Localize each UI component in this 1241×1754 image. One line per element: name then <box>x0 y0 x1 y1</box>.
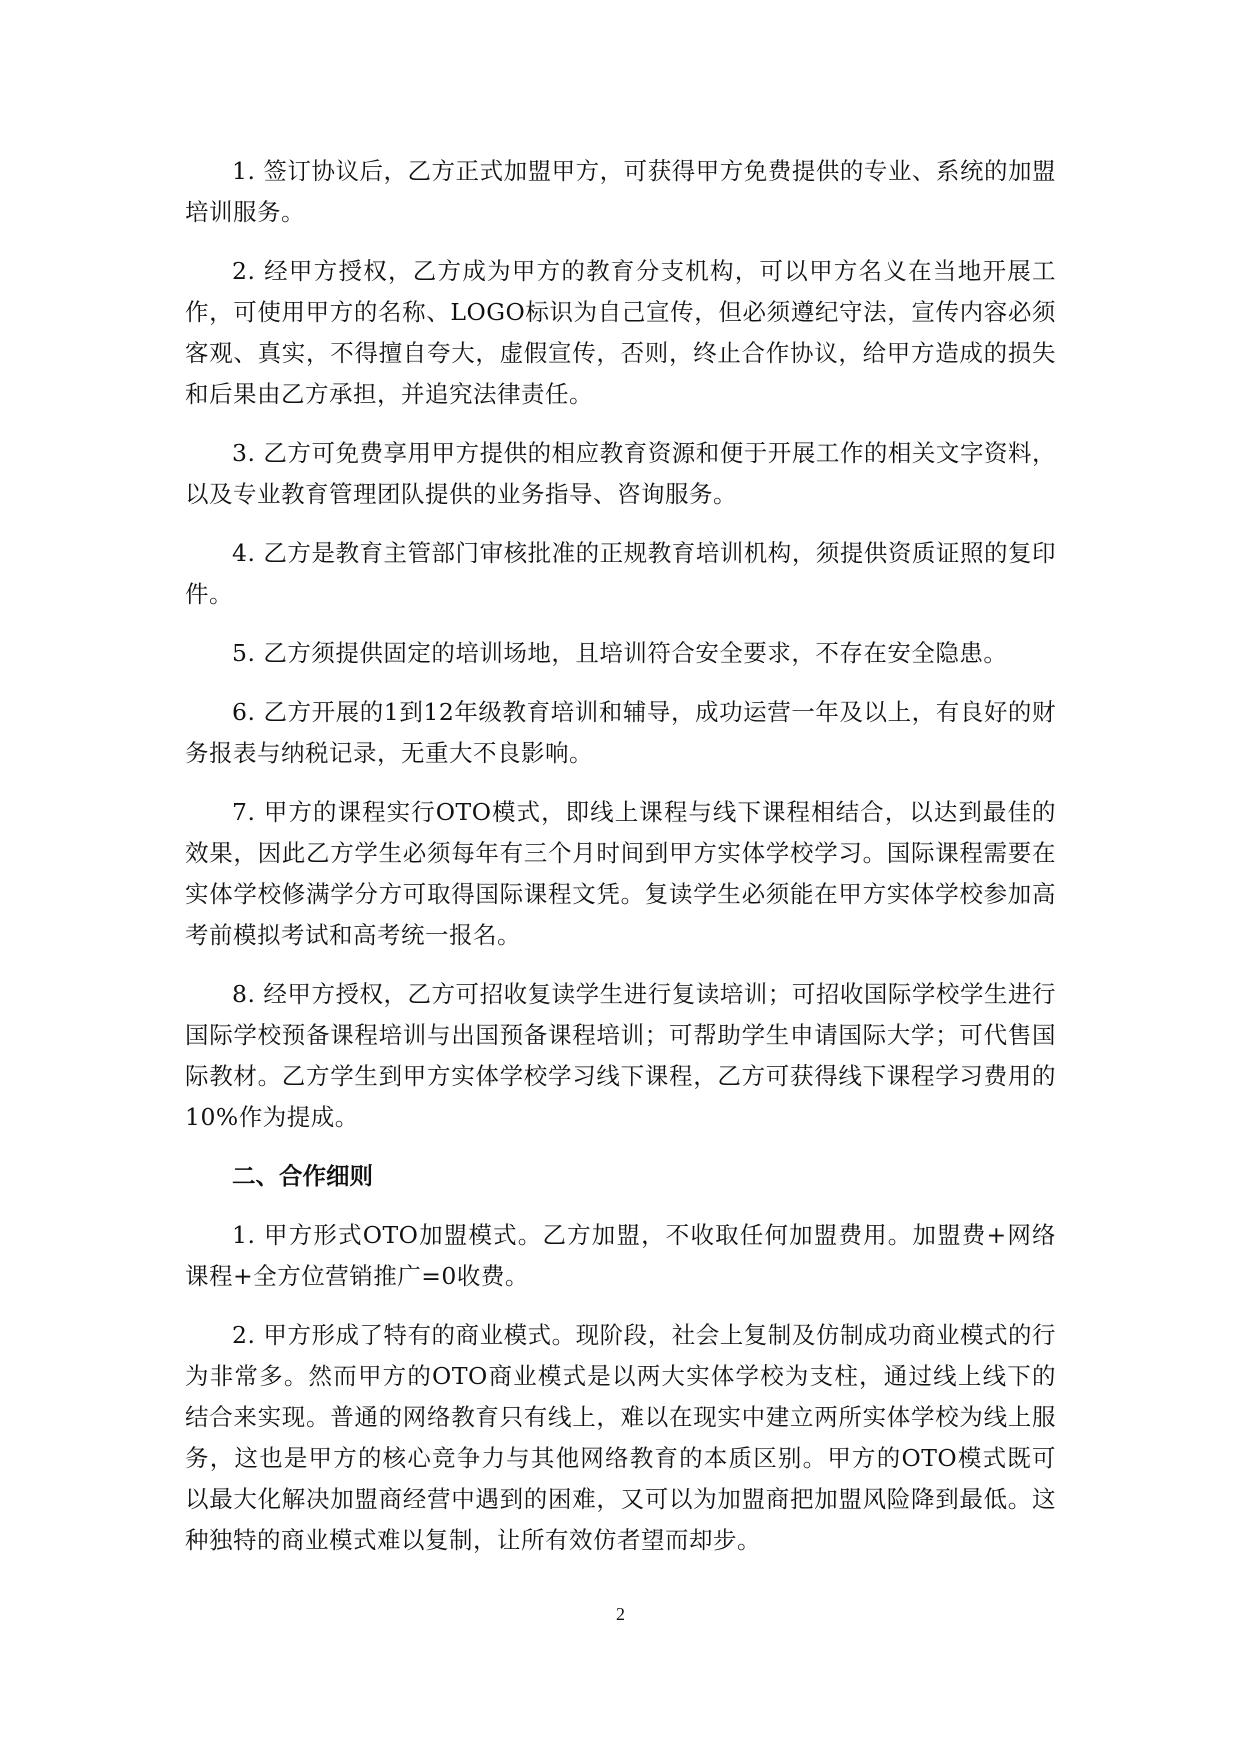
paragraph-2-2: 2. 甲方形成了特有的商业模式。现阶段，社会上复制及仿制成功商业模式的行为非常多。然而甲方的OTO商业模式是以两大实体学校为支柱，通过线上线下的结合来实现。普通的网络教育只有线上，难以在现实中建立两所实体学校为线上服务，这也是甲方的核心竞争力与其他网络教育的本质区别。甲方的OTO模式既可以最大化解决加盟商经营中遇到的困难，又可以为加盟商把加盟风险降到最低。这种独特的商业模式难以复制，让所有效仿者望而却步。 <box>185 1321 1056 1554</box>
paragraph-1-2: 2. 经甲方授权，乙方成为甲方的教育分支机构，可以甲方名义在当地开展工作，可使用甲方的名称、LOGO标识为自己宣传，但必须遵纪守法，宣传内容必须客观、真实，不得擅自夸大，虚假宣传，否则，终止合作协议，给甲方造成的损失和后果由乙方承担，并追究法律责任。 <box>185 257 1056 408</box>
paragraph-1-7: 7. 甲方的课程实行OTO模式，即线上课程与线下课程相结合，以达到最佳的效果，因此乙方学生必须每年有三个月时间到甲方实体学校学习。国际课程需要在实体学校修满学分方可取得国际课程文凭。复读学生必须能在甲方实体学校参加高考前模拟考试和高考统一报名。 <box>185 798 1056 949</box>
paragraph-1-4: 4. 乙方是教育主管部门审核批准的正规教育培训机构，须提供资质证照的复印件。 <box>185 539 1056 608</box>
paragraph-1-8: 8. 经甲方授权，乙方可招收复读学生进行复读培训；可招收国际学校学生进行国际学校预备课程培训与出国预备课程培训；可帮助学生申请国际大学；可代售国际教材。乙方学生到甲方实体学校学习线下课程，乙方可获得线下课程学习费用的10%作为提成。 <box>185 980 1056 1131</box>
paragraph-1-5: 5. 乙方须提供固定的培训场地，且培训符合安全要求，不存在安全隐患。 <box>232 639 1008 667</box>
page-number: 2 <box>616 1604 625 1624</box>
paragraph-1-1: 1. 签订协议后，乙方正式加盟甲方，可获得甲方免费提供的专业、系统的加盟培训服务。 <box>185 157 1056 226</box>
document-body <box>185 151 1056 1579</box>
section-heading-cooperation-rules: 二、合作细则 <box>232 1162 373 1190</box>
paragraph-1-3: 3. 乙方可免费享用甲方提供的相应教育资源和便于开展工作的相关文字资料，以及专业教育管理团队提供的业务指导、咨询服务。 <box>185 439 1056 508</box>
paragraph-2-1: 1. 甲方形式OTO加盟模式。乙方加盟，不收取任何加盟费用。加盟费+网络课程+全方位营销推广=0收费。 <box>185 1221 1056 1290</box>
paragraph-1-6: 6. 乙方开展的1到12年级教育培训和辅导，成功运营一年及以上，有良好的财务报表与纳税记录，无重大不良影响。 <box>185 698 1056 767</box>
